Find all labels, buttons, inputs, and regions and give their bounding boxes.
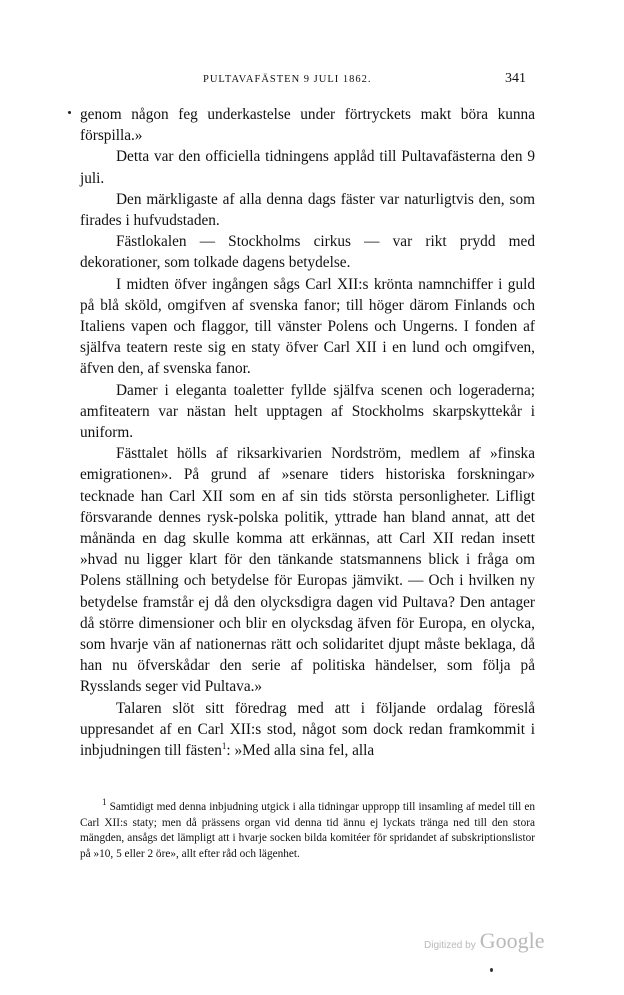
running-title: PULTAVAFÄSTEN 9 JULI 1862. (203, 74, 372, 85)
paragraph: Den märkligaste af alla denna dags fäster var naturligtvis den, som firades i hufvudstaden. (80, 190, 535, 230)
paragraph: I midten öfver ingången sågs Carl XII:s krönta namnchiffer i guld på blå sköld, omgifven af svenska fanor; till höger därom Finlands och Italiens vapen och flaggor, till vänster Polens och Ungerns. I fonden af själfva teatern reste sig en staty öfver Carl XII i en lund och omgifven, äfven den, af svenska fanor. (80, 275, 535, 378)
paragraph: Damer i eleganta toaletter fyllde själfva scenen och logeraderna; amfiteatern var nästan helt upptagen af Stockholms skarpskyttekår i uniform. (80, 381, 535, 442)
footnotes (80, 797, 535, 862)
ink-speck (490, 968, 493, 972)
paragraph: Fästlokalen — Stockholms cirkus — var rikt prydd med dekorationer, som tolkade dagens betydelse. (80, 233, 535, 272)
body-text (80, 104, 535, 761)
google-logo: Google (479, 928, 545, 953)
ink-speck (68, 111, 71, 114)
footnote-text: Samtidigt med denna inbjudning utgick i alla tidningar uppropp till insamling af medel till en Carl XII:s staty; men då prässens organ vid denna tid ännu ej lyckats tränga ned till den stora mängden, ansågs det lämpligt att i hvarje socken bilda komitéer för spridandet af subskriptionslistor på »10, 5 eller 2 öre», allt efter råd och lägenhet. (80, 801, 535, 860)
watermark-prefix: Digitized by (424, 940, 476, 951)
footnote (80, 797, 535, 862)
footnote-number: 1 (102, 797, 107, 808)
paragraph-continued: genom någon feg underkastelse under förtryckets makt böra kunna förspilla.» (80, 106, 535, 145)
paragraph-last (80, 698, 535, 762)
page-number: 341 (505, 71, 526, 86)
paragraph: Fästtalet hölls af riksarkivarien Nordström, medlem af »finska emigrationen». På grund af »senare tiders historiska forskningar» tecknade han Carl XII som en af sin tids största personligheter. Lifligt försvarande dennes rysk-polska politik, yttrade han bland annat, att det månända en dag skulle komma att erkännas, att Carl XII redan insett »hvad nu ligger klart för den tänkande statsmannens blick i fråga om Polens ställning och betydelse för Europas jämvikt. — Och i hvilken ny betydelse framstår ej då den olycksdigra dagen vid Pultava? Den antager då större dimensioner och blir en olycksdag äfven för Europa, en olycka, som hvarje vän af nationernas rätt och solidaritet djupt måste beklaga, då han nu öfverskådar den serie af politiska händelser, som följa på Rysslands seger vid Pultava.» (80, 445, 535, 696)
footnote-reference: 1 (221, 741, 227, 751)
page-header (0, 71, 624, 90)
paragraph-text-end: : »Med alla sina fel, alla (226, 742, 375, 760)
paragraph-text: Talaren slöt sitt föredrag med att i följande ordalag föreslå uppresandet af en Carl XII:s stod, något som dock redan framkommit i inbjudningen till fästen (80, 699, 535, 760)
paragraph: Detta var den officiella tidningens applåd till Pultavafästerna den 9 juli. (80, 148, 535, 187)
digitized-by-google-watermark (424, 928, 544, 954)
